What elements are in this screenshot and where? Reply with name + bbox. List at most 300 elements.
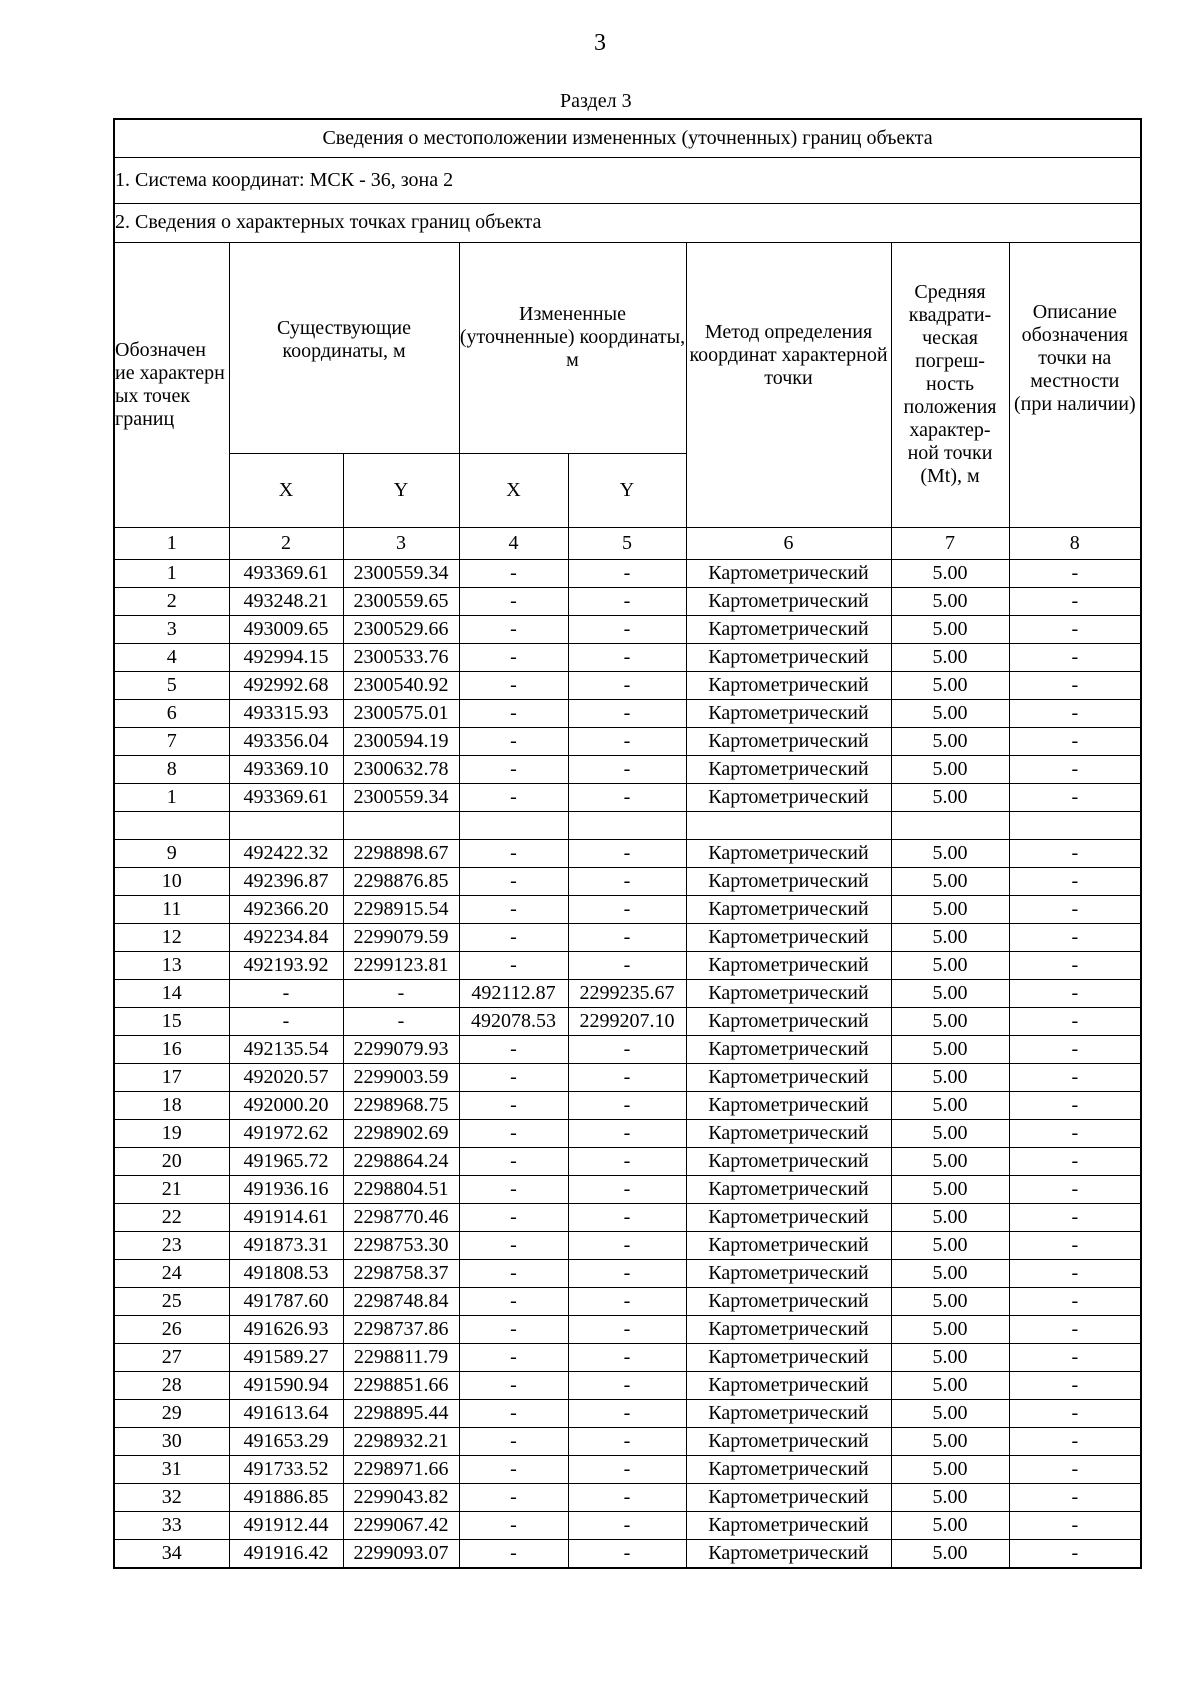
table-row [114,839,1141,867]
cell-method: Картометрический [686,1287,891,1315]
cell-existing-x: 491653.29 [229,1427,343,1455]
cell-description: - [1009,923,1141,951]
cell-existing-y: 2300533.76 [343,643,459,671]
cell-point-number: 31 [114,1455,229,1483]
table-row [114,951,1141,979]
cell-existing-x: 492992.68 [229,671,343,699]
cell-mt: 5.00 [891,1343,1009,1371]
cell-changed-x: 492112.87 [459,979,568,1007]
column-number: 7 [891,527,1009,559]
cell-changed-x: - [459,1259,568,1287]
cell-method: Картометрический [686,1427,891,1455]
column-number: 1 [114,527,229,559]
cell-description: - [1009,1483,1141,1511]
cell-changed-x: - [459,951,568,979]
cell-existing-y: 2299079.93 [343,1035,459,1063]
table-row [114,1119,1141,1147]
cell-method: Картометрический [686,951,891,979]
cell-description: - [1009,1343,1141,1371]
table-row [114,1091,1141,1119]
cell-method: Картометрический [686,1147,891,1175]
cell-point-number: 21 [114,1175,229,1203]
cell-changed-y: - [568,1455,686,1483]
cell-existing-y: 2298898.67 [343,839,459,867]
cell-method: Картометрический [686,699,891,727]
cell-point-number: 27 [114,1343,229,1371]
cell-changed-x [459,811,568,839]
cell-mt: 5.00 [891,615,1009,643]
cell-point-number: 33 [114,1511,229,1539]
table-row [114,1343,1141,1371]
cell-point-number: 24 [114,1259,229,1287]
table-row [114,1315,1141,1343]
cell-point-number: 10 [114,867,229,895]
cell-mt: 5.00 [891,1175,1009,1203]
cell-description: - [1009,643,1141,671]
cell-method: Картометрический [686,1455,891,1483]
cell-changed-x: - [459,1399,568,1427]
cell-mt: 5.00 [891,587,1009,615]
cell-changed-x: - [459,1175,568,1203]
table-row [114,643,1141,671]
cell-method: Картометрический [686,643,891,671]
cell-existing-x: 492994.15 [229,643,343,671]
cell-method: Картометрический [686,895,891,923]
cell-method: Картометрический [686,1343,891,1371]
cell-existing-y: 2298737.86 [343,1315,459,1343]
column-number: 3 [343,527,459,559]
cell-description: - [1009,1427,1141,1455]
cell-mt: 5.00 [891,699,1009,727]
cell-mt: 5.00 [891,1399,1009,1427]
cell-existing-x: 493369.61 [229,783,343,811]
cell-existing-x [229,811,343,839]
cell-method: Картометрический [686,1119,891,1147]
table-row [114,1231,1141,1259]
cell-changed-x: - [459,755,568,783]
cell-existing-x: 491912.44 [229,1511,343,1539]
cell-changed-x: - [459,1063,568,1091]
table-row [114,615,1141,643]
cell-method: Картометрический [686,867,891,895]
cell-description: - [1009,1287,1141,1315]
cell-method: Картометрический [686,755,891,783]
cell-mt: 5.00 [891,1147,1009,1175]
cell-existing-y: 2300632.78 [343,755,459,783]
cell-mt: 5.00 [891,923,1009,951]
cell-changed-y: - [568,951,686,979]
cell-mt: 5.00 [891,727,1009,755]
cell-changed-y: - [568,1427,686,1455]
cell-point-number: 7 [114,727,229,755]
cell-description: - [1009,1063,1141,1091]
cell-description: - [1009,839,1141,867]
cell-method: Картометрический [686,1539,891,1568]
cell-changed-x: - [459,1203,568,1231]
cell-description: - [1009,587,1141,615]
cell-description: - [1009,1511,1141,1539]
cell-existing-x: 492366.20 [229,895,343,923]
cell-changed-y: - [568,587,686,615]
coordinate-system: 1. Система координат: МСК - 36, зона 2 [114,157,1141,203]
table-row [114,867,1141,895]
cell-changed-x: - [459,867,568,895]
table-row [114,895,1141,923]
cell-changed-y: - [568,1483,686,1511]
cell-description: - [1009,783,1141,811]
cell-existing-y: 2298968.75 [343,1091,459,1119]
cell-mt: 5.00 [891,1511,1009,1539]
cell-mt: 5.00 [891,1539,1009,1568]
cell-mt: 5.00 [891,895,1009,923]
cell-description: - [1009,1203,1141,1231]
cell-point-number: 6 [114,699,229,727]
cell-changed-x: - [459,559,568,587]
cell-changed-y: - [568,783,686,811]
cell-changed-x: - [459,895,568,923]
cell-changed-x: - [459,1091,568,1119]
cell-point-number: 8 [114,755,229,783]
cell-existing-y: 2298895.44 [343,1399,459,1427]
cell-mt: 5.00 [891,1035,1009,1063]
cell-point-number: 3 [114,615,229,643]
cell-point-number: 16 [114,1035,229,1063]
cell-mt: 5.00 [891,839,1009,867]
header-designation: Обозначен ие характерн ых точек границ [114,242,229,527]
cell-changed-y: - [568,1259,686,1287]
cell-mt: 5.00 [891,1091,1009,1119]
cell-existing-x: 491787.60 [229,1287,343,1315]
cell-existing-x: 491590.94 [229,1371,343,1399]
cell-mt: 5.00 [891,1231,1009,1259]
cell-existing-x: 491886.85 [229,1483,343,1511]
cell-changed-x: - [459,1371,568,1399]
table-title: Сведения о местоположении измененных (уточненных) границ объекта [114,119,1141,157]
cell-existing-y: 2299003.59 [343,1063,459,1091]
header-existing-coords: Существующие координаты, м [229,242,459,453]
cell-existing-x: 491936.16 [229,1175,343,1203]
cell-existing-x: 493369.10 [229,755,343,783]
cell-existing-x: 492234.84 [229,923,343,951]
points-heading: 2. Сведения о характерных точках границ объекта [114,203,1141,242]
cell-mt: 5.00 [891,1007,1009,1035]
cell-existing-x: 491914.61 [229,1203,343,1231]
cell-mt: 5.00 [891,867,1009,895]
cell-existing-x: 493369.61 [229,559,343,587]
cell-changed-x: - [459,699,568,727]
header-existing-y: Y [343,453,459,527]
cell-existing-y: 2298876.85 [343,867,459,895]
cell-changed-x: - [459,615,568,643]
cell-point-number: 32 [114,1483,229,1511]
table-row [114,755,1141,783]
cell-description: - [1009,1539,1141,1568]
cell-method: Картометрический [686,727,891,755]
cell-method: Картометрический [686,1007,891,1035]
cell-description: - [1009,1455,1141,1483]
cell-existing-y: 2299079.59 [343,923,459,951]
cell-changed-y: - [568,867,686,895]
header-changed-x: X [459,453,568,527]
table-row [114,923,1141,951]
cell-changed-x: - [459,643,568,671]
cell-changed-x: - [459,1427,568,1455]
cell-changed-y: - [568,1315,686,1343]
cell-method: Картометрический [686,979,891,1007]
cell-existing-x: 492000.20 [229,1091,343,1119]
cell-changed-x: - [459,671,568,699]
cell-description [1009,811,1141,839]
cell-existing-y: - [343,979,459,1007]
cell-existing-y: - [343,1007,459,1035]
cell-mt: 5.00 [891,1371,1009,1399]
cell-existing-y: 2300540.92 [343,671,459,699]
cell-changed-y: - [568,671,686,699]
cell-existing-x: 491733.52 [229,1455,343,1483]
cell-changed-y: - [568,923,686,951]
cell-point-number: 15 [114,1007,229,1035]
cell-point-number: 5 [114,671,229,699]
cell-method [686,811,891,839]
cell-existing-y: 2298748.84 [343,1287,459,1315]
cell-existing-y: 2298758.37 [343,1259,459,1287]
section-label: Раздел 3 [560,90,632,112]
cell-point-number: 17 [114,1063,229,1091]
table-row [114,1427,1141,1455]
cell-existing-x: 492422.32 [229,839,343,867]
cell-mt: 5.00 [891,1203,1009,1231]
cell-point-number: 22 [114,1203,229,1231]
cell-description: - [1009,951,1141,979]
table-row [114,1259,1141,1287]
cell-point-number: 14 [114,979,229,1007]
header-description: Описание обозначения точки на местности (при наличии) [1009,242,1141,527]
cell-changed-x: - [459,923,568,951]
cell-changed-x: 492078.53 [459,1007,568,1035]
cell-point-number: 29 [114,1399,229,1427]
cell-existing-y: 2298770.46 [343,1203,459,1231]
table-row [114,559,1141,587]
cell-description: - [1009,1259,1141,1287]
cell-changed-y: - [568,699,686,727]
cell-mt: 5.00 [891,643,1009,671]
cell-changed-x: - [459,1511,568,1539]
cell-method: Картометрический [686,671,891,699]
cell-method: Картометрический [686,783,891,811]
header-existing-x: X [229,453,343,527]
cell-existing-x: 491589.27 [229,1343,343,1371]
cell-description: - [1009,1007,1141,1035]
cell-method: Картометрический [686,1175,891,1203]
header-changed-coords: Измененные (уточненные) координаты, м [459,242,686,453]
cell-mt: 5.00 [891,1119,1009,1147]
cell-point-number: 12 [114,923,229,951]
cell-description: - [1009,699,1141,727]
cell-point-number: 9 [114,839,229,867]
cell-mt: 5.00 [891,671,1009,699]
table-row [114,587,1141,615]
cell-existing-x: 491626.93 [229,1315,343,1343]
cell-existing-x: 492135.54 [229,1035,343,1063]
cell-method: Картометрический [686,1315,891,1343]
cell-existing-y: 2298932.21 [343,1427,459,1455]
cell-changed-y: - [568,1539,686,1568]
cell-method: Картометрический [686,923,891,951]
cell-description: - [1009,1399,1141,1427]
cell-changed-y [568,811,686,839]
cell-mt: 5.00 [891,1063,1009,1091]
cell-existing-x: 493356.04 [229,727,343,755]
table-row [114,671,1141,699]
cell-point-number: 19 [114,1119,229,1147]
cell-changed-y: - [568,615,686,643]
cell-existing-y: 2298864.24 [343,1147,459,1175]
cell-existing-y: 2300559.34 [343,783,459,811]
cell-point-number: 34 [114,1539,229,1568]
cell-description: - [1009,727,1141,755]
cell-method: Картометрический [686,1203,891,1231]
cell-description: - [1009,867,1141,895]
table-row [114,727,1141,755]
cell-description: - [1009,1175,1141,1203]
cell-changed-y: - [568,1399,686,1427]
cell-method: Картометрический [686,1231,891,1259]
table-row [114,979,1141,1007]
cell-point-number: 4 [114,643,229,671]
cell-point-number: 18 [114,1091,229,1119]
cell-changed-x: - [459,1035,568,1063]
cell-existing-y: 2300529.66 [343,615,459,643]
cell-mt: 5.00 [891,755,1009,783]
cell-method: Картометрический [686,1483,891,1511]
cell-method: Картометрический [686,839,891,867]
cell-description: - [1009,1315,1141,1343]
table-row [114,1455,1141,1483]
cell-existing-y: 2299043.82 [343,1483,459,1511]
cell-point-number: 26 [114,1315,229,1343]
cell-changed-x: - [459,783,568,811]
cell-description: - [1009,895,1141,923]
cell-existing-y: 2300559.34 [343,559,459,587]
cell-method: Картометрический [686,559,891,587]
header-method: Метод определения координат характерной точки [686,242,891,527]
cell-existing-y: 2298915.54 [343,895,459,923]
cell-existing-y: 2298811.79 [343,1343,459,1371]
cell-mt: 5.00 [891,1427,1009,1455]
cell-point-number: 11 [114,895,229,923]
cell-mt: 5.00 [891,783,1009,811]
cell-changed-x: - [459,1231,568,1259]
cell-existing-y [343,811,459,839]
table-row [114,1483,1141,1511]
cell-method: Картометрический [686,1399,891,1427]
cell-changed-x: - [459,1455,568,1483]
cell-point-number: 13 [114,951,229,979]
cell-changed-y: - [568,1343,686,1371]
cell-method: Картометрический [686,1063,891,1091]
cell-existing-x: 492193.92 [229,951,343,979]
column-number-row [114,527,1141,559]
cell-method: Картометрический [686,1371,891,1399]
cell-description: - [1009,1147,1141,1175]
cell-mt: 5.00 [891,1483,1009,1511]
table-row [114,1063,1141,1091]
cell-method: Картометрический [686,1511,891,1539]
cell-existing-x: 491613.64 [229,1399,343,1427]
cell-description: - [1009,1231,1141,1259]
cell-changed-x: - [459,587,568,615]
cell-existing-y: 2299093.07 [343,1539,459,1568]
cell-description: - [1009,979,1141,1007]
cell-existing-y: 2298971.66 [343,1455,459,1483]
cell-mt: 5.00 [891,1455,1009,1483]
cell-point-number [114,811,229,839]
header-changed-y: Y [568,453,686,527]
cell-point-number: 30 [114,1427,229,1455]
cell-existing-x: 491808.53 [229,1259,343,1287]
cell-existing-x: 491873.31 [229,1231,343,1259]
cell-existing-y: 2300594.19 [343,727,459,755]
cell-changed-y: - [568,1371,686,1399]
table-row [114,1203,1141,1231]
cell-existing-x: 492020.57 [229,1063,343,1091]
cell-method: Картометрический [686,615,891,643]
table-row [114,783,1141,811]
cell-changed-y: - [568,895,686,923]
cell-changed-y: 2299207.10 [568,1007,686,1035]
column-number: 6 [686,527,891,559]
cell-method: Картометрический [686,1035,891,1063]
cell-changed-x: - [459,1119,568,1147]
table-row [114,1175,1141,1203]
cell-description: - [1009,559,1141,587]
cell-changed-x: - [459,1287,568,1315]
column-number: 5 [568,527,686,559]
header-mt: Средняя квадрати- ческая погреш- ность положения характер- ной точки (Mt), м [891,242,1009,527]
cell-changed-y: - [568,1287,686,1315]
cell-changed-y: - [568,1203,686,1231]
cell-changed-x: - [459,1147,568,1175]
cell-point-number: 25 [114,1287,229,1315]
cell-existing-x: 493009.65 [229,615,343,643]
cell-existing-x: 493315.93 [229,699,343,727]
cell-changed-x: - [459,839,568,867]
cell-mt: 5.00 [891,1259,1009,1287]
cell-changed-y: - [568,1119,686,1147]
cell-changed-y: - [568,1147,686,1175]
cell-point-number: 1 [114,783,229,811]
table-row [114,1371,1141,1399]
page-number: 3 [594,30,606,56]
cell-description: - [1009,1119,1141,1147]
cell-point-number: 2 [114,587,229,615]
cell-existing-x: 491916.42 [229,1539,343,1568]
cell-method: Картометрический [686,1091,891,1119]
cell-existing-y: 2300575.01 [343,699,459,727]
cell-method: Картометрический [686,587,891,615]
cell-existing-y: 2298753.30 [343,1231,459,1259]
table-row [114,1147,1141,1175]
cell-existing-y: 2298804.51 [343,1175,459,1203]
cell-changed-x: - [459,1539,568,1568]
cell-changed-y: - [568,727,686,755]
cell-changed-y: - [568,1175,686,1203]
table-row [114,699,1141,727]
cell-existing-x: 491972.62 [229,1119,343,1147]
cell-changed-y: - [568,839,686,867]
cell-changed-y: 2299235.67 [568,979,686,1007]
cell-existing-y: 2298851.66 [343,1371,459,1399]
